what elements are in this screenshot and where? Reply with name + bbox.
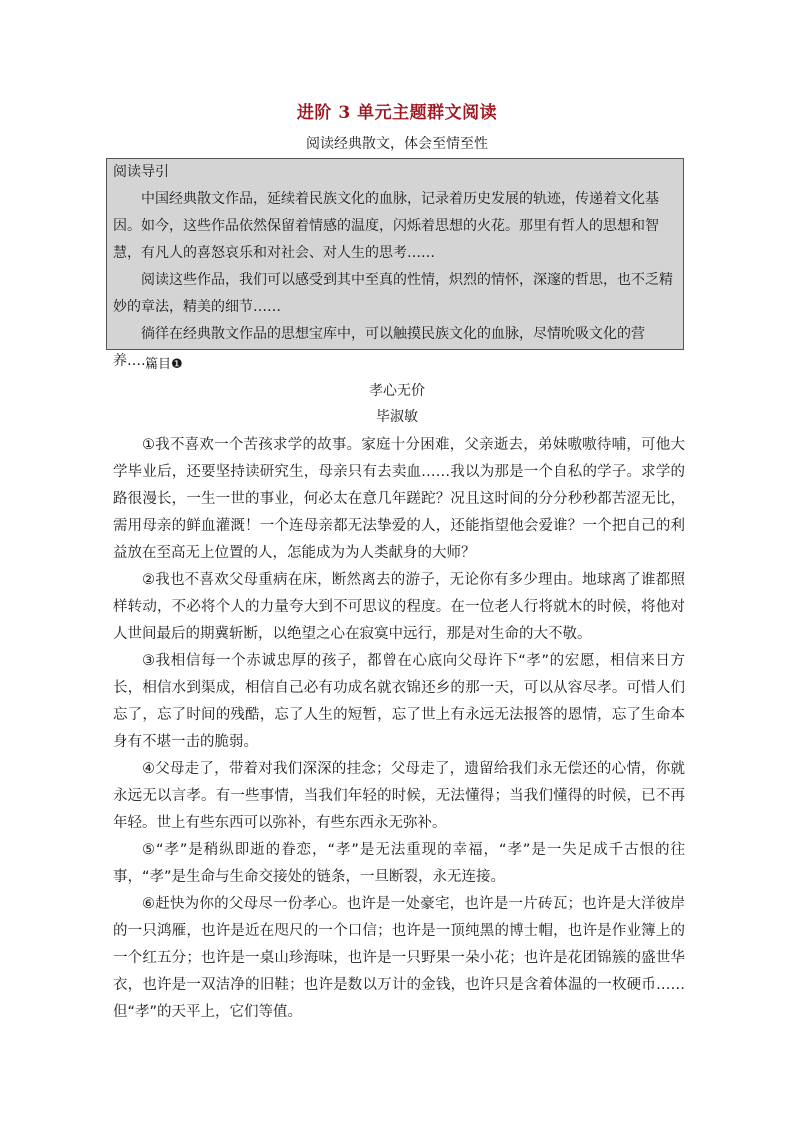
essay-paragraph: ⑤“孝”是稍纵即逝的眷恋，“孝”是无法重现的幸福，“孝”是一失足成千古恨的往事，“孝”是生命与生命交接处的链条，一旦断裂，永无连接。 bbox=[113, 842, 685, 885]
essay-author: 毕淑敏 bbox=[376, 409, 418, 425]
page-title: 进阶 3 单元主题群文阅读 bbox=[296, 103, 498, 123]
page-subtitle: 阅读经典散文，体会至情至性 bbox=[306, 136, 488, 152]
guide-paragraph: 徜徉在经典散文作品的思想宝库中，可以触摸民族文化的血脉，尽情吮吸文化的营养…… bbox=[113, 326, 645, 369]
guide-paragraph: 中国经典散文作品，延续着民族文化的血脉，记录着历史发展的轨迹，传递着文化基因。如今，这些作品依然保留着情感的温度，闪烁着思想的火花。那里有哲人的思想和智慧，有凡人的喜怒哀乐和对社会、对人生的思考…… bbox=[113, 191, 659, 261]
guide-heading: 阅读导引 bbox=[113, 164, 169, 180]
guide-paragraph: 阅读这些作品，我们可以感受到其中至真的性情，炽烈的情怀，深邃的哲思，也不乏精妙的章法，精美的细节…… bbox=[113, 272, 673, 315]
essay-paragraph: ①我不喜欢一个苦孩求学的故事。家庭十分困难，父亲逝去，弟妹嗷嗷待哺，可他大学毕业后，还要坚持读研究生，母亲只有去卖血……我以为那是一个自私的学子。求学的路很漫长，一生一世的事业，何必太在意几年蹉跎？况且这时间的分分秒秒都苦涩无比，需用母亲的鲜血灌溉！一个连母亲都无法挚爱的人，还能指望他会爱谁？一个把自己的利益放在至高无上位置的人，怎能成为为人类献身的大师？ bbox=[113, 437, 685, 561]
section-label: 篇目❶ bbox=[145, 357, 183, 372]
essay-paragraph: ⑥赶快为你的父母尽一份孝心。也许是一处豪宅，也许是一片砖瓦；也许是大洋彼岸的一只鸿雁，也许是近在咫尺的一个口信；也许是一顶纯黑的博士帽，也许是作业簿上的一个红五分；也许是一桌山珍海味，也许是一只野果一朵小花；也许是花团锦簇的盛世华衣，也许是一双洁净的旧鞋；也许是数以万计的金钱，也许只是含着体温的一枚硬币……但“孝”的天平上，它们等值。 bbox=[113, 896, 685, 1020]
essay-title: 孝心无价 bbox=[369, 383, 425, 399]
essay-paragraph: ②我也不喜欢父母重病在床，断然离去的游子，无论你有多少理由。地球离了谁都照样转动，不必将个人的力量夸大到不可思议的程度。在一位老人行将就木的时候，将他对人世间最后的期冀斩断，以绝望之心在寂寞中远行，那是对生命的大不敬。 bbox=[113, 572, 685, 642]
essay-paragraph: ③我相信每一个赤诚忠厚的孩子，都曾在心底向父母许下“孝”的宏愿，相信来日方长，相信水到渠成，相信自己必有功成名就衣锦还乡的那一天，可以从容尽孝。可惜人们忘了，忘了时间的残酷，忘了人生的短暂，忘了世上有永远无法报答的恩情，忘了生命本身有不堪一击的脆弱。 bbox=[113, 653, 685, 750]
essay-body bbox=[113, 432, 685, 1026]
essay-paragraph: ④父母走了，带着对我们深深的挂念；父母走了，遗留给我们永无偿还的心情，你就永远无以言孝。有一些事情，当我们年轻的时候，无法懂得；当我们懂得的时候，已不再年轻。世上有些东西可以弥补，有些东西永无弥补。 bbox=[113, 761, 685, 831]
